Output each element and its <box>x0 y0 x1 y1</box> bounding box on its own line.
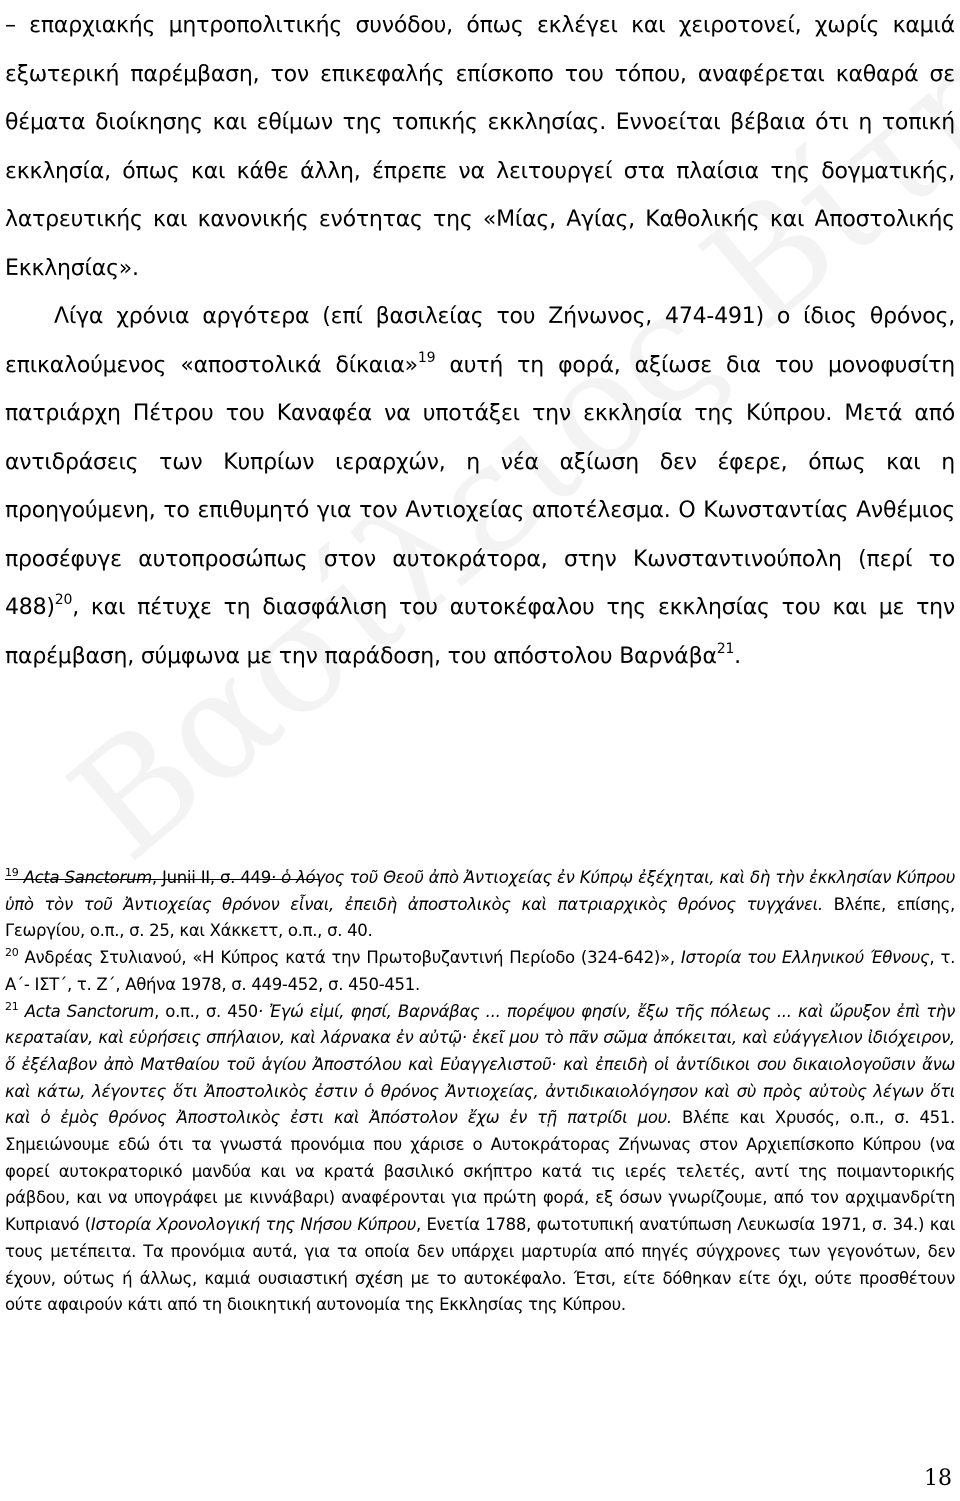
footnote-21-note-end: , Ενετία 1788, φωτοτυπική ανατύπωση Λευκωσία 1971, σ. 34.) και τους μετέπειτα. Τα προνόμια αυτά, για τα οποία δεν υπάρχει μαρτυρία από πηγές σύγχρονες των γεγονότων, δεν έχουν, ούτως ή άλλως, καμιά ουσιαστική σχέση με το αυτοκέφαλο. Έτσι, είτε δόθηκαν είτε όχι, ούτε προσθέτουν ούτε αφαιρούν κάτι από τη διοικητική αυτονομία της Εκκλησίας της Κύπρου. <box>5 1215 955 1315</box>
footnote-21-quote: · Ἐγώ εἰμί, φησί, Βαρνάβας ... πορέψου φησίν, ἔξω τῆς πόλεως ... καὶ ὤρυξον ἐπὶ τὴν κερατaίαν, καὶ εὑρήσεις σπήλαιον, καὶ λάρνακα ἐν αὐτῷ· ἐκεῖ μου τὸ πᾶν σῶμα ἀπόκειται, καὶ εὐάγγελιον ἰδιόχειρον, ὅ ἐξέλαβον ἀπὸ Ματθαίου τοῦ ἁγίου Ἀποστόλου καὶ Εὐαγγελιστοῦ· καὶ ἐπειδὴ οἱ ἀντίδικοι σου δικαιολογοῦσιν ἄνω καὶ κάτω, λέγοντες ὅτι Ἀποστολικὸς ἐστιν ὁ θρόνος Ἀντιοχείας, ἀντιδικαιολόγησον καὶ σὺ πρὸς αὐτοὺς λέγων ὅτι καὶ ὁ ἐμὸς θρόνος Ἀποστολικὸς ἐστι καὶ Ἀπόστολον ἔχω ἐν τῇ πατρίδι μου. <box>5 1001 955 1128</box>
footnote-20-author: Ανδρέας Στυλιανού, «Η Κύπρος κατά την Πρωτοβυζαντινή Περίοδο (324-642)», <box>18 948 681 968</box>
footnote-19-see: Βλέπε, επίσης, Γεωργίου, ο.π., σ. 25, και Χάκκεττ, ο.π., σ. 40. <box>5 894 955 941</box>
footnote-21-work-2: Ιστορία Χρονολογική της Νήσου Κύπρου <box>90 1215 416 1235</box>
footnote-20-number: 20 <box>5 946 19 960</box>
footnote-ref-20[interactable]: 20 <box>54 592 73 608</box>
footnote-21-number: 21 <box>5 999 19 1013</box>
footnote-19-number: 19 <box>5 866 19 879</box>
footnote-20 <box>5 945 955 998</box>
page-number: 18 <box>924 1466 952 1491</box>
footnote-21 <box>5 999 955 1319</box>
paragraph-2-part-c: , και πέτυχε τη διασφάλιση του αυτοκέφαλου της εκκλησίας του και με την παρέμβαση, σύμφωνα με την παράδοση, του απόστολου Βαρνάβα <box>5 595 955 669</box>
footnote-ref-21[interactable]: 21 <box>716 640 735 657</box>
footnote-21-ref: , ο.π., σ. 450 <box>154 1001 258 1021</box>
footnote-21-note: Βλέπε και Χρυσός, ο.π., σ. 451. Σημειώνουμε εδώ ότι τα γνωστά προνόμια που χάρισε ο Αυτοκράτορας Ζήνωνας στον Αρχιεπίσκοπο Κύπρου (να φορεί αυτοκρατορικό μανδύα και να κρατά βασιλικό σκήπτρο κατά τις ιερές τελετές, αντί της ποιμαντορικής ράβδου, και να υπογράφει με κιννάβαρι) αναφέρονται για πρώτη φορά, εξ όσων γνωρίζουμε, από τον αρχιμανδρίτη Κυπριανό ( <box>5 1108 955 1235</box>
footnote-19-work: Acta Sanctorum <box>23 868 152 887</box>
paragraph-2-part-a: Λίγα χρόνια αργότερα (επί βασιλείας του Ζήνωνος, 474-491) ο ίδιος θρόνος, επικαλούμενος «αποστολικά δίκαια» <box>5 304 955 378</box>
paragraph-2 <box>5 293 955 681</box>
footnote-20-work: Ιστορία του Ελληνικού Έθνους <box>680 948 930 968</box>
main-text <box>5 2 955 681</box>
paragraph-2-part-d: . <box>734 643 741 669</box>
footnote-ref-19[interactable]: 19 <box>417 349 436 366</box>
paragraph-2-part-b: αυτή τη φορά, αξίωσε δια του μονοφυσίτη πατριάρχη Πέτρου του Καναφέα να υποτάξει την εκκλησία της Κύπρου. Μετά από αντιδράσεις των Κυπρίων ιεραρχών, η νέα αξίωση δεν έφερε, όπως και η προηγούμενη, το επιθυμητό για τον Αντιοχείας αποτέλεσμα. Ο Κωνσταντίας Ανθέμιος προσέφυγε αυτοπροσώπως στον αυτοκράτορα, στην Κωνσταντινούπολη (περί το 488) <box>5 352 955 620</box>
paragraph-1: – επαρχιακής μητροπολιτικής συνόδου, όπως εκλέγει και χειροτονεί, χωρίς καμιά εξωτερική παρέμβαση, τον επικεφαλής επίσκοπο του τόπου, αναφέρεται καθαρά σε θέματα διοίκησης και εθίμων της τοπικής εκκλησίας. Εννοείται βέβαια ότι η τοπική εκκλησία, όπως και κάθε άλλη, έπρεπε να λειτουργεί στα πλαίσια της δογματικής, λατρευτικής και κανονικής ενότητας της «Μίας, Αγίας, Καθολικής και Αποστολικής Εκκλησίας». <box>5 13 955 281</box>
footnote-19 <box>5 865 955 945</box>
footnote-20-ref: , τ. Α΄- ΙΣΤ΄, τ. Ζ΄, Αθήνα 1978, σ. 449-452, σ. 450-451. <box>5 948 956 994</box>
footnote-19-ref: , Junii II, σ. 449 <box>151 868 271 887</box>
footnote-19-quote: · ὁ λόγος τοῦ Θεοῦ ἀπὸ Ἀντιοχείας ἐν Κύπρῳ ἐξέχηται, καὶ δὴ τὴν ἐκκλησίαν Κύπρου ὑπὸ τὸν τοῦ Ἀντιοχείας θρόνον εἶναι, ἐπειδὴ ἀποστολικὸς καὶ πατριαρχικὸς θρόνος τυγχάνει. <box>5 868 955 914</box>
footnote-21-work: Acta Sanctorum <box>24 1001 155 1021</box>
footnotes <box>5 865 955 1319</box>
